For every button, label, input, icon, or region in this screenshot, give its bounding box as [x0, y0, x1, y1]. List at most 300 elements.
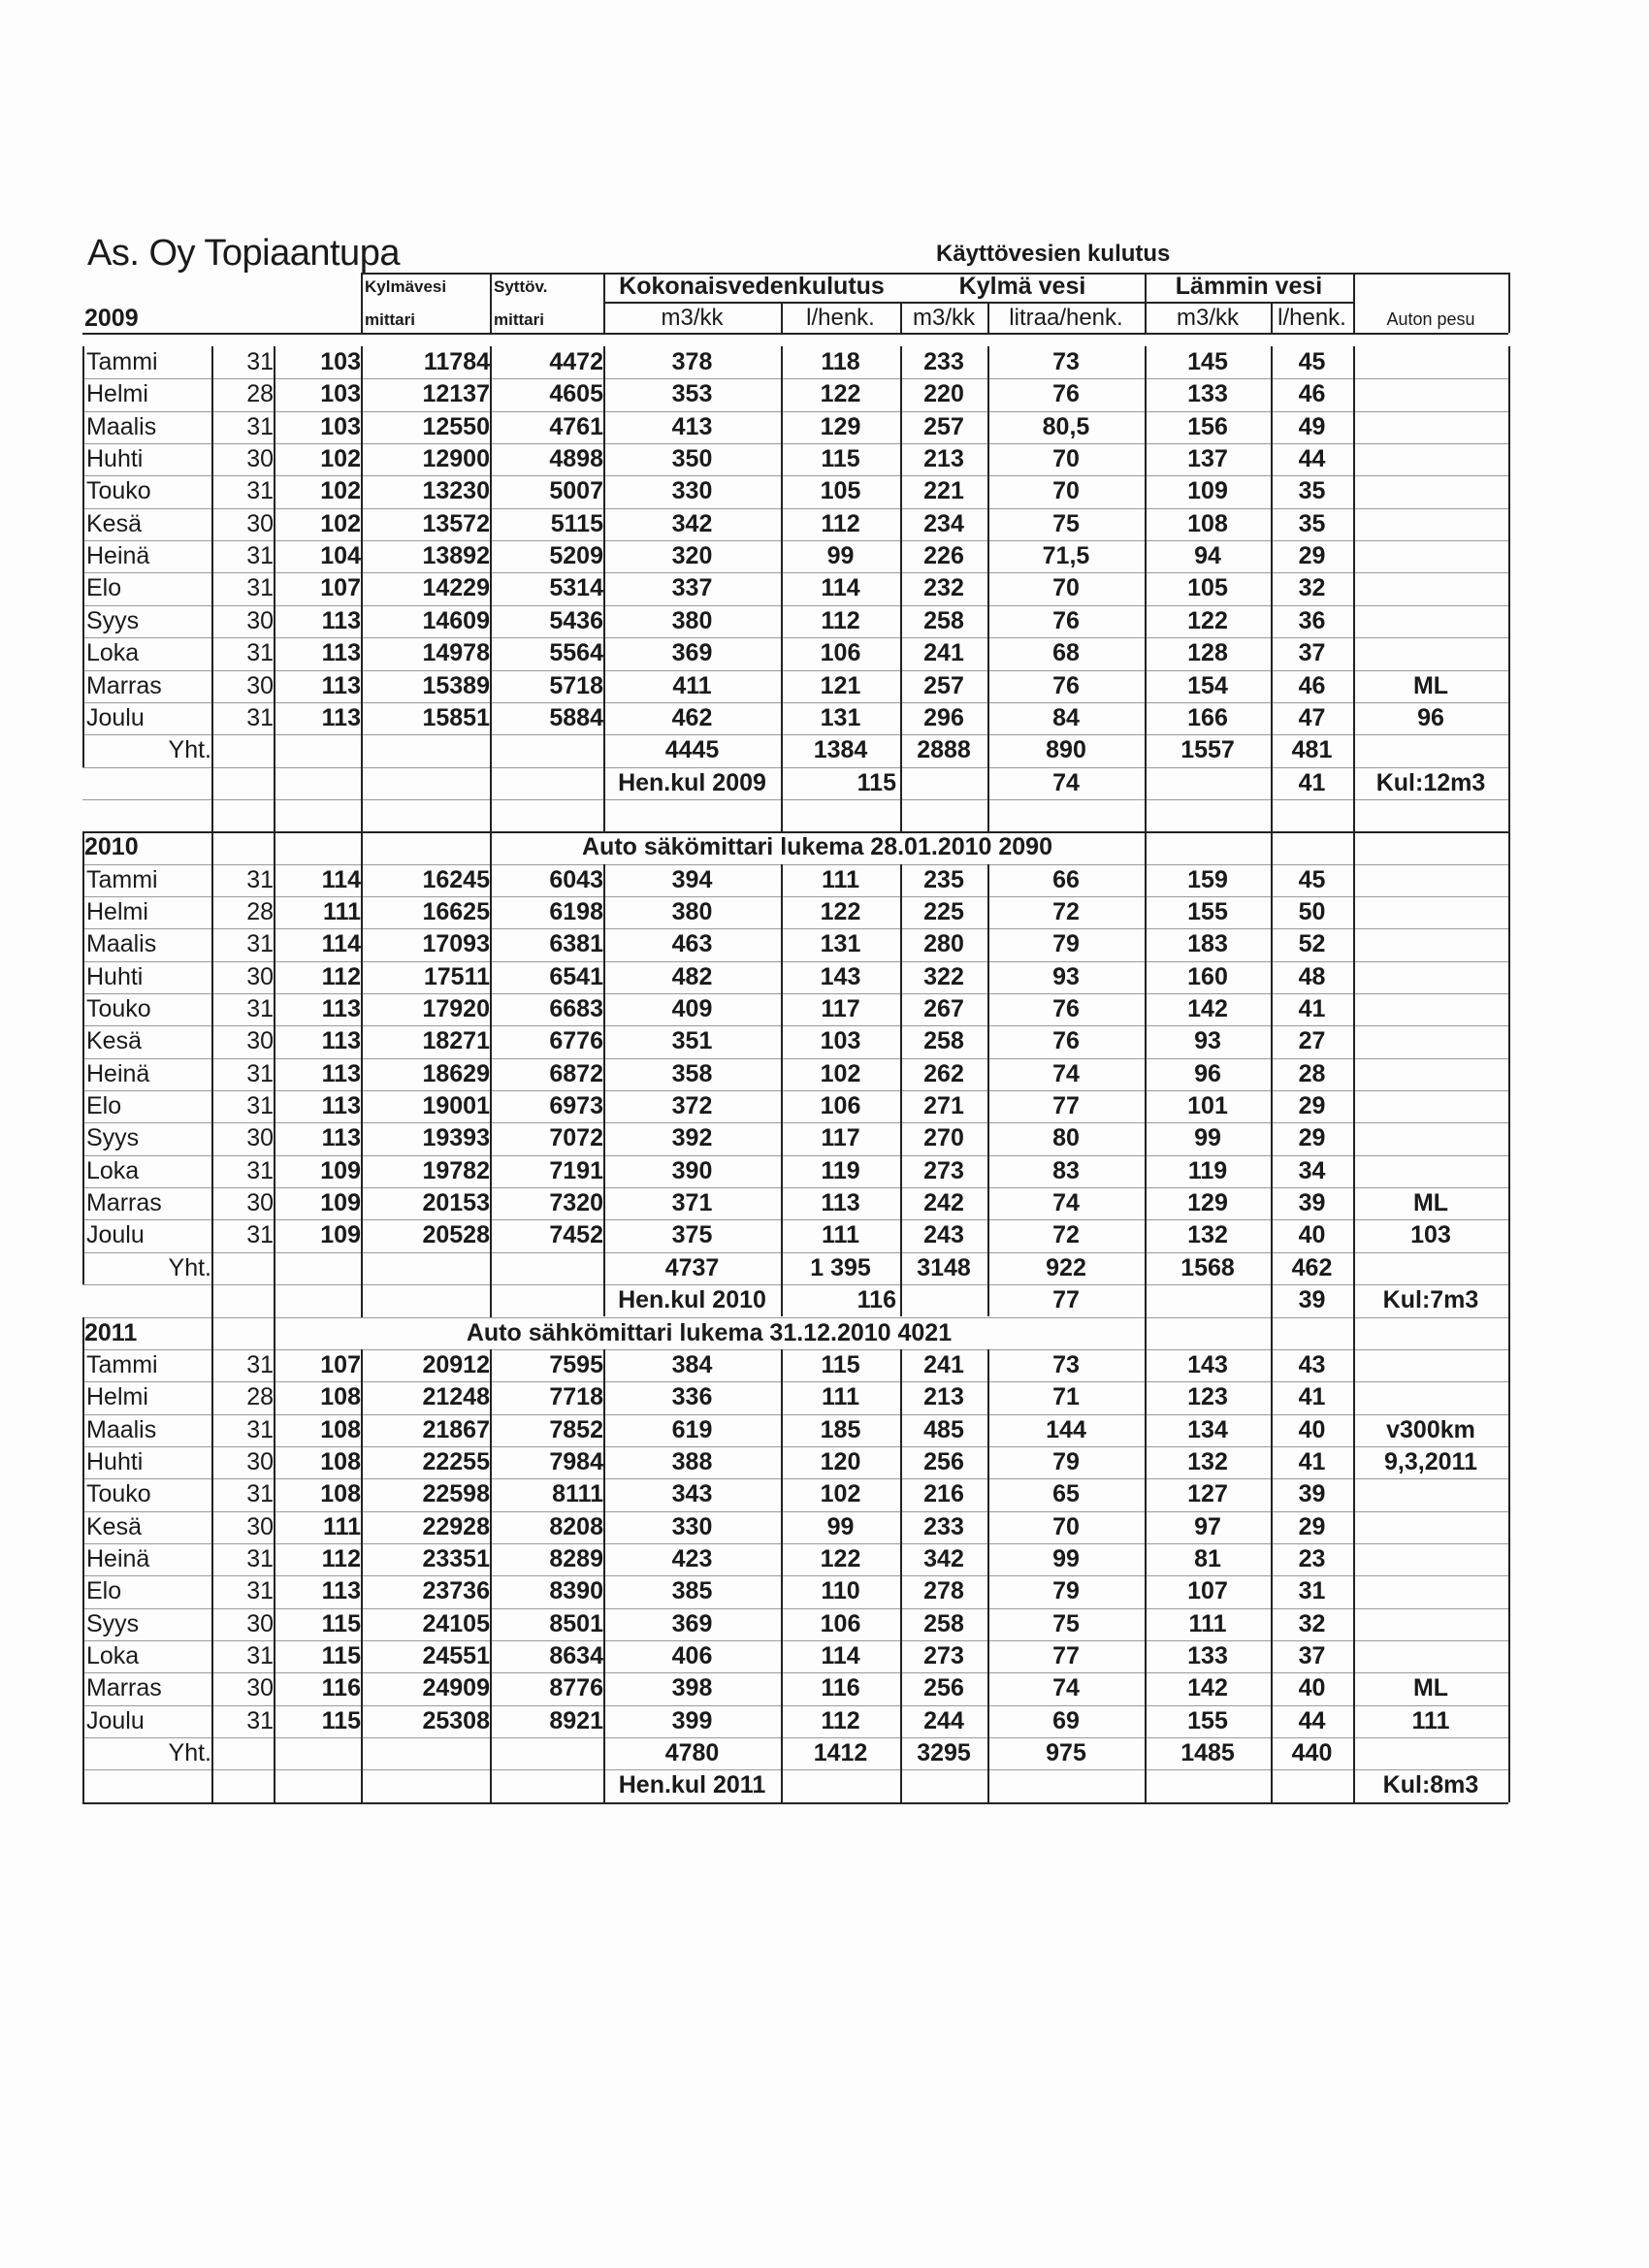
- table-cell: 99: [826, 542, 855, 570]
- month-label: Helmi: [86, 897, 148, 925]
- total-kyl-m3: 3148: [917, 1253, 971, 1281]
- table-cell: 113: [321, 1059, 361, 1087]
- table-cell: 113: [321, 606, 361, 634]
- table-cell: 72: [1052, 1221, 1080, 1249]
- table-cell: 107: [320, 574, 361, 602]
- table-cell: 385: [671, 1577, 713, 1605]
- table-cell: 22255: [422, 1447, 490, 1475]
- table-divider: [900, 1349, 902, 1802]
- table-divider: [900, 302, 902, 333]
- table-cell: 66: [1052, 865, 1080, 893]
- month-label: Syys: [86, 1609, 140, 1637]
- month-label: Loka: [86, 639, 140, 667]
- table-cell: 8111: [552, 1480, 603, 1508]
- table-cell: 115: [321, 1609, 361, 1637]
- table-cell: 103: [320, 348, 361, 375]
- table-cell: 342: [671, 509, 713, 537]
- table-cell: [1357, 1381, 1504, 1413]
- table-cell: [1357, 443, 1504, 475]
- table-cell: 31: [246, 542, 274, 570]
- table-cell: 76: [1052, 606, 1080, 634]
- table-cell: 7595: [549, 1350, 603, 1378]
- table-cell: 39: [1298, 1189, 1326, 1217]
- table-cell: 35: [1298, 509, 1326, 537]
- table-cell: 31: [246, 1642, 274, 1669]
- table-divider: [82, 346, 84, 767]
- table-cell: 225: [923, 897, 964, 925]
- table-cell: [1357, 1575, 1504, 1607]
- table-cell: 256: [923, 1674, 964, 1702]
- table-cell: 105: [1187, 574, 1228, 602]
- table-cell: 108: [320, 1383, 361, 1411]
- month-label: Tammi: [86, 1350, 158, 1378]
- table-cell: 131: [820, 703, 861, 731]
- table-cell: 13892: [422, 542, 490, 570]
- table-cell: 343: [671, 1480, 713, 1508]
- total-kok-lhenk: 1 395: [810, 1253, 871, 1281]
- table-cell: 30: [246, 1189, 274, 1217]
- table-cell: 70: [1052, 574, 1080, 602]
- table-cell: 273: [923, 1642, 964, 1669]
- table-cell: 351: [671, 1027, 713, 1055]
- table-cell: 48: [1298, 962, 1326, 990]
- total-kok-m3: 4445: [664, 736, 720, 764]
- table-cell: 5564: [549, 639, 603, 667]
- table-divider: [1145, 831, 1147, 1316]
- table-cell: 13572: [422, 509, 490, 537]
- table-cell: [1357, 993, 1504, 1025]
- table-cell: 102: [820, 1480, 861, 1508]
- header-kylma-vesi: Kylmä vesi: [958, 273, 1086, 300]
- table-cell: 117: [821, 995, 860, 1022]
- table-cell: 113: [321, 1124, 361, 1152]
- table-cell: [1357, 605, 1504, 637]
- table-cell: 320: [671, 542, 713, 570]
- table-cell: 9,3,2011: [1384, 1447, 1477, 1475]
- table-cell: 16625: [422, 897, 490, 925]
- table-cell: 13230: [422, 477, 490, 505]
- unit-auton-pesu: Auton pesu: [1386, 309, 1475, 329]
- table-cell: 45: [1298, 348, 1326, 375]
- table-divider: [1271, 1317, 1273, 1802]
- table-cell: 102: [320, 477, 361, 505]
- table-cell: 103: [1410, 1221, 1451, 1249]
- table-cell: 482: [671, 962, 713, 990]
- table-divider: [274, 831, 275, 1316]
- table-divider: [82, 1317, 84, 1802]
- table-cell: 96: [1194, 1059, 1221, 1087]
- month-label: Marras: [86, 1189, 162, 1217]
- table-cell: 76: [1052, 995, 1080, 1022]
- table-cell: 31: [246, 1059, 274, 1087]
- month-label: Helmi: [86, 1383, 148, 1411]
- table-cell: 121: [820, 671, 861, 699]
- table-divider: [1145, 1317, 1147, 1802]
- table-cell: 8634: [549, 1642, 603, 1669]
- table-cell: [1357, 1155, 1504, 1187]
- table-cell: 392: [671, 1124, 713, 1152]
- table-cell: 74: [1052, 1189, 1080, 1217]
- table-cell: 330: [671, 1512, 713, 1540]
- table-divider: [1508, 273, 1510, 333]
- table-cell: 5007: [549, 477, 603, 505]
- table-cell: 16245: [422, 865, 490, 893]
- table-cell: 120: [820, 1447, 861, 1475]
- table-cell: 111: [1411, 1706, 1450, 1734]
- table-cell: 233: [923, 348, 964, 375]
- table-cell: 378: [671, 348, 713, 375]
- table-cell: 31: [246, 930, 274, 958]
- table-cell: 70: [1052, 445, 1080, 473]
- table-cell: 31: [246, 477, 274, 505]
- table-cell: 7852: [549, 1415, 603, 1443]
- table-cell: 31: [246, 995, 274, 1022]
- table-cell: 30: [246, 1027, 274, 1055]
- table-cell: 21248: [422, 1383, 490, 1411]
- total-kok-m3: 4737: [664, 1253, 720, 1281]
- table-cell: 133: [1187, 1642, 1228, 1669]
- table-cell: 27: [1298, 1027, 1326, 1055]
- table-cell: 102: [820, 1059, 861, 1087]
- table-cell: 143: [1187, 1350, 1228, 1378]
- table-cell: 101: [1187, 1092, 1228, 1120]
- table-cell: 52: [1298, 930, 1326, 958]
- table-cell: 71,5: [1042, 542, 1090, 570]
- table-cell: 108: [1187, 509, 1228, 537]
- table-cell: 41: [1298, 1383, 1326, 1411]
- table-cell: 235: [923, 865, 964, 893]
- table-cell: 20528: [422, 1221, 490, 1249]
- total-lam-lhenk: 440: [1291, 1739, 1333, 1767]
- table-cell: 134: [1187, 1415, 1228, 1443]
- table-divider: [1508, 346, 1510, 831]
- month-label: Touko: [86, 995, 151, 1022]
- table-cell: 20912: [422, 1350, 490, 1378]
- table-cell: 31: [246, 1350, 274, 1378]
- month-label: Elo: [86, 1577, 122, 1605]
- table-cell: 4761: [549, 412, 603, 440]
- table-cell: [1357, 1058, 1504, 1090]
- table-divider: [987, 1349, 989, 1802]
- table-cell: 122: [820, 1544, 861, 1572]
- table-cell: 6043: [549, 865, 603, 893]
- per-person-label: Hen.kul 2009: [618, 768, 766, 796]
- table-cell: 28: [246, 897, 274, 925]
- table-cell: 31: [246, 412, 274, 440]
- table-cell: 132: [1187, 1221, 1228, 1249]
- table-cell: 23351: [422, 1544, 490, 1572]
- car-wash-total: Kul:7m3: [1382, 1286, 1479, 1314]
- table-cell: 114: [321, 930, 361, 958]
- table-cell: 8501: [549, 1609, 603, 1637]
- table-cell: [1357, 1608, 1504, 1640]
- table-cell: 243: [923, 1221, 964, 1249]
- table-cell: 122: [820, 897, 861, 925]
- unit-lam-lhenk: l/henk.: [1277, 305, 1346, 331]
- header-kokonaisvedenkulutus: Kokonaisvedenkulutus: [619, 273, 885, 300]
- table-divider: [900, 346, 902, 831]
- table-cell: 107: [1187, 1577, 1228, 1605]
- table-cell: 106: [820, 1609, 861, 1637]
- table-cell: 128: [1187, 639, 1228, 667]
- table-cell: 399: [671, 1706, 713, 1734]
- table-cell: 24105: [422, 1609, 490, 1637]
- table-cell: [1357, 346, 1504, 378]
- table-cell: 47: [1298, 703, 1326, 731]
- table-cell: 112: [321, 962, 361, 990]
- table-cell: 28: [1298, 1059, 1326, 1087]
- table-cell: 411: [672, 671, 712, 699]
- table-divider: [781, 1349, 783, 1802]
- table-cell: [1357, 864, 1504, 896]
- table-cell: [1357, 1122, 1504, 1154]
- table-cell: 30: [246, 606, 274, 634]
- table-cell: 103: [320, 380, 361, 408]
- table-cell: 81: [1194, 1544, 1221, 1572]
- table-cell: 384: [671, 1350, 713, 1378]
- month-label: Joulu: [86, 703, 145, 731]
- table-cell: 8921: [549, 1706, 603, 1734]
- table-cell: 336: [671, 1383, 713, 1411]
- table-cell: [1357, 1478, 1504, 1510]
- table-cell: 131: [820, 930, 861, 958]
- table-cell: 241: [923, 639, 964, 667]
- table-cell: 113: [321, 703, 361, 731]
- table-cell: 242: [923, 1189, 964, 1217]
- table-cell: 35: [1298, 477, 1326, 505]
- table-cell: 106: [820, 1092, 861, 1120]
- table-divider: [82, 831, 1508, 833]
- table-cell: 358: [671, 1059, 713, 1087]
- total-lam-m3: 1485: [1180, 1739, 1235, 1767]
- table-cell: 133: [1187, 380, 1228, 408]
- table-divider: [490, 831, 492, 1316]
- table-cell: [1357, 637, 1504, 669]
- table-cell: 30: [246, 445, 274, 473]
- table-cell: 32: [1298, 574, 1326, 602]
- total-kyl-litraa: 890: [1046, 736, 1086, 764]
- table-cell: 116: [821, 1674, 860, 1702]
- table-cell: v300km: [1386, 1415, 1475, 1443]
- header-kylmavesi-mittari: mittari: [365, 310, 415, 329]
- table-cell: 6381: [549, 930, 603, 958]
- table-cell: 113: [321, 639, 361, 667]
- table-cell: 31: [246, 1480, 274, 1508]
- table-cell: 108: [320, 1447, 361, 1475]
- month-label: Huhti: [86, 445, 144, 473]
- table-cell: 36: [1298, 606, 1326, 634]
- table-divider: [490, 346, 492, 831]
- table-cell: 160: [1187, 962, 1228, 990]
- table-cell: 111: [822, 865, 859, 893]
- month-label: Syys: [86, 1124, 140, 1152]
- table-cell: [1357, 961, 1504, 993]
- table-cell: 30: [246, 1609, 274, 1637]
- table-divider: [987, 346, 989, 831]
- month-label: Heinä: [86, 542, 150, 570]
- per-person-kyl: [991, 1769, 1141, 1801]
- table-cell: 102: [320, 445, 361, 473]
- table-divider: [1353, 273, 1355, 333]
- table-cell: 31: [246, 348, 274, 375]
- table-cell: 137: [1187, 445, 1228, 473]
- table-cell: 114: [821, 574, 860, 602]
- table-cell: 76: [1052, 380, 1080, 408]
- header-syttov: Syttöv.: [494, 277, 548, 296]
- table-cell: 30: [246, 1447, 274, 1475]
- table-cell: 24909: [422, 1674, 490, 1702]
- table-cell: 4898: [549, 445, 603, 473]
- table-cell: 145: [1187, 348, 1228, 375]
- table-cell: 185: [820, 1415, 861, 1443]
- month-label: Marras: [86, 671, 162, 699]
- table-cell: 99: [1194, 1124, 1221, 1152]
- table-cell: 17920: [422, 995, 490, 1022]
- table-divider: [1353, 831, 1355, 1316]
- total-lam-m3: 1568: [1180, 1253, 1235, 1281]
- table-cell: 142: [1187, 995, 1228, 1022]
- table-cell: 278: [923, 1577, 964, 1605]
- year-label: 2009: [84, 305, 139, 332]
- table-cell: 84: [1052, 703, 1080, 731]
- table-cell: 79: [1052, 1447, 1080, 1475]
- table-divider: [603, 273, 605, 333]
- table-cell: 380: [671, 897, 713, 925]
- table-cell: 24551: [422, 1642, 490, 1669]
- table-cell: 280: [923, 930, 964, 958]
- table-cell: 113: [321, 995, 361, 1022]
- table-cell: 115: [821, 445, 860, 473]
- table-cell: 30: [246, 962, 274, 990]
- table-cell: 69: [1052, 1706, 1080, 1734]
- table-cell: 31: [246, 1577, 274, 1605]
- table-cell: 6541: [549, 962, 603, 990]
- table-cell: 322: [923, 962, 964, 990]
- table-cell: 114: [821, 1642, 860, 1669]
- table-cell: 111: [1188, 1609, 1227, 1637]
- table-cell: 6872: [549, 1059, 603, 1087]
- document-title: As. Oy Topiaantupa: [87, 233, 400, 274]
- month-label: Maalis: [86, 1415, 157, 1443]
- table-divider: [490, 273, 492, 333]
- table-cell: 94: [1194, 542, 1221, 570]
- table-cell: 80,5: [1042, 412, 1090, 440]
- car-meter-note: Auto sähkömittari lukema 31.12.2010 4021: [466, 1318, 953, 1346]
- total-kok-lhenk: 1412: [813, 1739, 868, 1767]
- car-meter-note: Auto säkömittari lukema 28.01.2010 2090: [582, 833, 1052, 861]
- table-cell: 619: [671, 1415, 713, 1443]
- table-cell: 262: [923, 1059, 964, 1087]
- month-label: Joulu: [86, 1706, 145, 1734]
- table-cell: 111: [822, 1221, 859, 1249]
- per-person-lam: 39: [1298, 1286, 1326, 1314]
- table-cell: 390: [671, 1156, 713, 1184]
- total-kyl-litraa: 922: [1046, 1253, 1086, 1281]
- table-cell: 114: [321, 865, 361, 893]
- table-cell: 111: [323, 897, 361, 925]
- table-cell: 18629: [422, 1059, 490, 1087]
- table-cell: 93: [1194, 1027, 1221, 1055]
- table-cell: 423: [671, 1544, 713, 1572]
- table-cell: 220: [923, 380, 964, 408]
- month-label: Kesä: [86, 1027, 142, 1055]
- month-label: Loka: [86, 1642, 140, 1669]
- table-cell: 129: [1187, 1189, 1228, 1217]
- table-cell: 73: [1052, 348, 1080, 375]
- table-cell: 337: [671, 574, 713, 602]
- table-divider: [1271, 831, 1273, 1316]
- month-label: Touko: [86, 477, 151, 505]
- table-cell: 68: [1052, 639, 1080, 667]
- month-label: Heinä: [86, 1544, 150, 1572]
- table-cell: 369: [671, 639, 713, 667]
- table-cell: 127: [1187, 1480, 1228, 1508]
- table-cell: 122: [820, 380, 861, 408]
- table-cell: 117: [821, 1124, 860, 1152]
- table-cell: 102: [320, 509, 361, 537]
- table-cell: 72: [1052, 897, 1080, 925]
- table-cell: 23: [1298, 1544, 1326, 1572]
- table-cell: ML: [1412, 1189, 1449, 1217]
- table-cell: 83: [1052, 1156, 1080, 1184]
- table-cell: 5884: [549, 703, 603, 731]
- table-divider: [1353, 346, 1355, 831]
- table-cell: 49: [1298, 412, 1326, 440]
- table-cell: 37: [1298, 1642, 1326, 1669]
- total-lam-lhenk: 481: [1291, 736, 1333, 764]
- table-divider: [274, 1317, 275, 1802]
- table-cell: 30: [246, 671, 274, 699]
- table-cell: 5209: [549, 542, 603, 570]
- car-wash-total: Kul:8m3: [1382, 1771, 1479, 1799]
- table-cell: 7718: [549, 1383, 603, 1411]
- table-cell: 132: [1187, 1447, 1228, 1475]
- table-cell: 23736: [422, 1577, 490, 1605]
- month-label: Helmi: [86, 380, 148, 408]
- total-kyl-m3: 3295: [917, 1739, 971, 1767]
- car-wash-total: Kul:12m3: [1375, 768, 1486, 796]
- table-cell: 258: [923, 1609, 964, 1637]
- table-cell: 155: [1187, 1706, 1228, 1734]
- month-label: Marras: [86, 1674, 162, 1702]
- table-cell: 216: [923, 1480, 964, 1508]
- table-cell: 6776: [549, 1027, 603, 1055]
- table-cell: 111: [822, 1383, 859, 1411]
- table-cell: 40: [1298, 1415, 1326, 1443]
- table-cell: 29: [1298, 1124, 1326, 1152]
- table-divider: [1145, 302, 1147, 333]
- total-kyl-m3: 2888: [917, 736, 971, 764]
- table-cell: 221: [923, 477, 964, 505]
- table-cell: 31: [246, 1706, 274, 1734]
- table-cell: [1357, 475, 1504, 507]
- table-cell: 394: [671, 865, 713, 893]
- table-cell: 142: [1187, 1674, 1228, 1702]
- total-label: Yht.: [168, 736, 211, 764]
- table-cell: [1357, 540, 1504, 572]
- table-cell: 5314: [549, 574, 603, 602]
- table-cell: 44: [1298, 445, 1326, 473]
- table-cell: 372: [671, 1092, 713, 1120]
- table-cell: 96: [1417, 703, 1444, 731]
- table-cell: 21867: [422, 1415, 490, 1443]
- table-cell: 112: [821, 1706, 860, 1734]
- table-cell: 234: [923, 509, 964, 537]
- header-lammin-vesi: Lämmin vesi: [1175, 273, 1323, 300]
- table-cell: 119: [1187, 1156, 1228, 1184]
- table-cell: 41: [1298, 995, 1326, 1022]
- table-cell: 76: [1052, 1027, 1080, 1055]
